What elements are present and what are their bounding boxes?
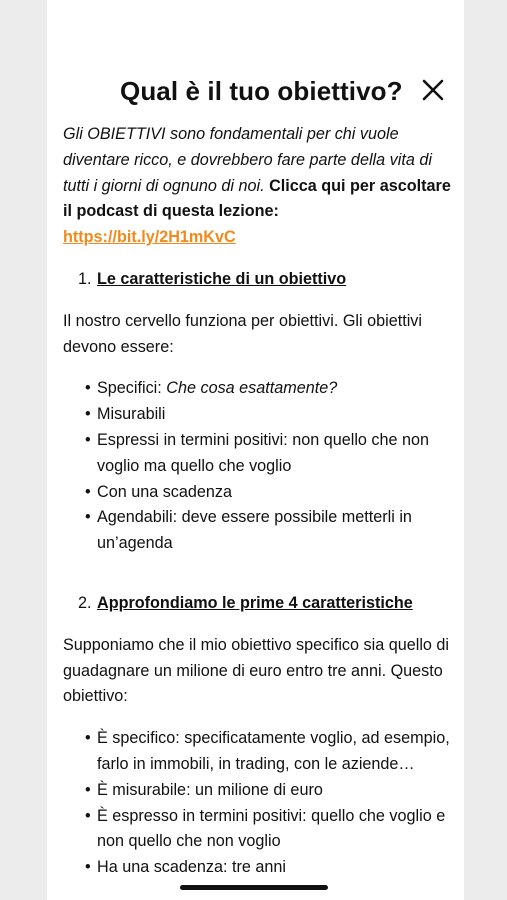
list-item: [85, 855, 455, 881]
intro-italic-text: Gli OBIETTIVI sono fondamentali per chi vuole diventare ricco, e dovrebbero fare parte della vita di tutti i giorni di ognuno di noi.: [63, 125, 432, 195]
list-item-text: Espressi in termini positivi: non quello che non voglio ma quello che voglio: [97, 430, 430, 475]
section-title: Approfondiamo le prime 4 caratteristiche: [97, 593, 413, 612]
section-1-paragraph: Il nostro cervello funziona per obiettivi. Gli obiettivi devono essere:: [63, 311, 422, 356]
list-item-italic-text: Che cosa esattamente?: [166, 379, 338, 398]
section-2-list: [63, 726, 455, 881]
list-item-text: Agendabili: deve essere possibile metterli in un’agenda: [97, 508, 412, 553]
bullet-icon: •: [85, 858, 91, 877]
list-item-text: Misurabili: [97, 405, 166, 424]
list-item: [85, 480, 455, 506]
section-title: Le caratteristiche di un obiettivo: [97, 269, 347, 288]
bullet-icon: •: [85, 729, 91, 748]
list-item: [85, 402, 455, 428]
list-item-text: Ha una scadenza: tre anni: [97, 858, 286, 877]
home-indicator[interactable]: [180, 885, 328, 890]
list-item-text: È misurabile: un milione di euro: [97, 780, 323, 799]
list-item: [85, 804, 455, 856]
list-item: [85, 726, 455, 778]
section-number: 1.: [78, 269, 92, 288]
bullet-icon: •: [85, 405, 91, 424]
bullet-icon: •: [85, 482, 91, 501]
bullet-icon: •: [85, 806, 91, 825]
section-1-list: [63, 376, 455, 557]
intro-bold-text: Clicca qui per ascoltare il podcast di questa lezione:: [63, 176, 451, 221]
page-title: Qual è il tuo obiettivo?: [120, 76, 403, 106]
section-heading-2: [78, 591, 455, 617]
lesson-content: [63, 122, 455, 881]
section-heading-1: [78, 267, 455, 293]
list-item-text: Con una scadenza: [97, 482, 232, 501]
bullet-icon: •: [85, 508, 91, 527]
list-item-text: È espresso in termini positivi: quello che voglio e non quello che non voglio: [97, 806, 446, 851]
bullet-icon: •: [85, 430, 91, 449]
list-item-text: È specifico: specificatamente voglio, ad esempio, farlo in immobili, in trading, con le aziende…: [97, 729, 450, 773]
list-item: [85, 505, 455, 557]
section-number: 2.: [78, 593, 92, 612]
bullet-icon: •: [85, 379, 91, 398]
section-2-paragraph: Supponiamo che il mio obiettivo specifico sia quello di guadagnare un milione di euro entro tre anni. Questo obiettivo:: [63, 635, 450, 706]
intro-paragraph: [63, 122, 455, 251]
close-icon[interactable]: [421, 78, 445, 102]
list-item: [85, 778, 455, 804]
list-item-text: Specifici:: [97, 379, 167, 398]
podcast-link[interactable]: https://bit.ly/2H1mKvC: [63, 228, 236, 247]
list-item: [85, 376, 455, 402]
bullet-icon: •: [85, 780, 91, 799]
modal-header: [47, 72, 464, 112]
list-item: [85, 428, 455, 480]
